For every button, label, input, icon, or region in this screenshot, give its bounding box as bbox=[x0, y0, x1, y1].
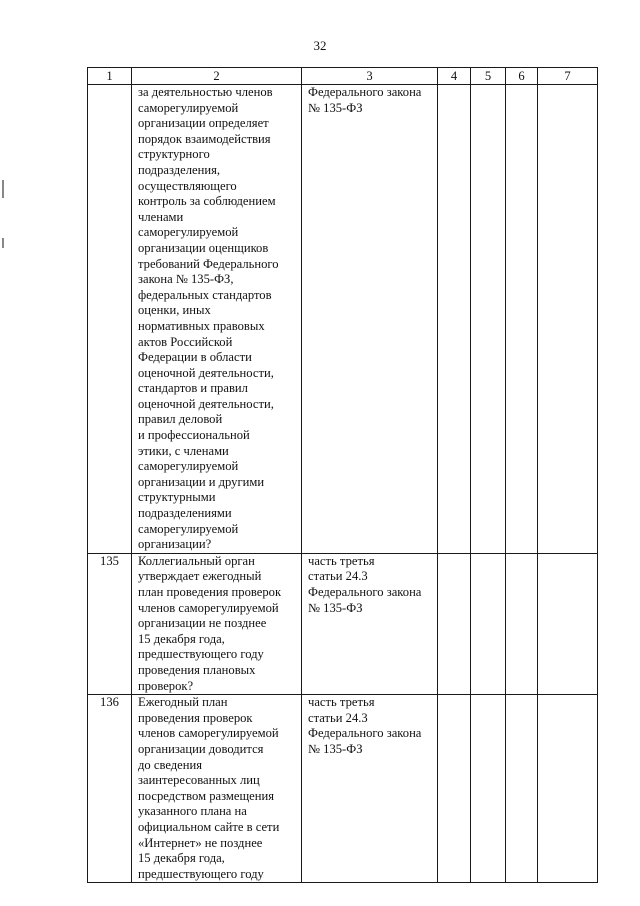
column-header: 5 bbox=[471, 68, 506, 85]
reference-cell: Федерального закона № 135-ФЗ bbox=[302, 85, 438, 554]
column-header: 2 bbox=[132, 68, 302, 85]
column-header: 7 bbox=[538, 68, 598, 85]
column-header: 3 bbox=[302, 68, 438, 85]
page-number: 32 bbox=[313, 38, 327, 53]
row-number: 136 bbox=[88, 695, 132, 883]
answer-cell bbox=[471, 85, 506, 554]
table-row bbox=[88, 553, 598, 694]
table-row bbox=[88, 85, 598, 554]
answer-cell bbox=[438, 85, 471, 554]
answer-cell bbox=[438, 695, 471, 883]
answer-cell bbox=[471, 695, 506, 883]
column-header: 1 bbox=[88, 68, 132, 85]
column-header: 4 bbox=[438, 68, 471, 85]
answer-cell bbox=[506, 553, 538, 694]
note-cell bbox=[538, 695, 598, 883]
answer-cell bbox=[438, 553, 471, 694]
answer-cell bbox=[506, 85, 538, 554]
note-cell bbox=[538, 85, 598, 554]
row-number: 135 bbox=[88, 553, 132, 694]
answer-cell bbox=[471, 553, 506, 694]
question-cell: Коллегиальный орган утверждает ежегодный план проведения проверок членов саморегулируемой организации не позднее 15 декабря года, предшествующего году проведения плановых проверок? bbox=[132, 553, 302, 694]
note-cell bbox=[538, 553, 598, 694]
answer-cell bbox=[506, 695, 538, 883]
reference-cell: часть третья статьи 24.3 Федерального закона № 135-ФЗ bbox=[302, 695, 438, 883]
table-row bbox=[88, 695, 598, 883]
table-header-row bbox=[88, 68, 598, 85]
reference-cell: часть третья статьи 24.3 Федерального закона № 135-ФЗ bbox=[302, 553, 438, 694]
row-number bbox=[88, 85, 132, 554]
column-header: 6 bbox=[506, 68, 538, 85]
question-cell: за деятельностью членов саморегулируемой организации определяет порядок взаимодействия структурного подразделения, осуществляющего контроль за соблюдением членами саморегулируемой организации оценщиков требований Федерального закона № 135-ФЗ, федеральных стандартов оценки, иных нормативных правовых актов Российской Федерации в области оценочной деятельности, стандартов и правил оценочной деятельности, правил деловой и профессиональной этики, с членами саморегулируемой организации и другими структурными подразделениями саморегулируемой организации? bbox=[132, 85, 302, 554]
scan-edge-mark bbox=[2, 238, 4, 248]
checklist-table bbox=[87, 67, 598, 883]
question-cell: Ежегодный план проведения проверок членов саморегулируемой организации доводится до сведения заинтересованных лиц посредством размещения указанного плана на официальном сайте в сети «Интернет» не позднее 15 декабря года, предшествующего году bbox=[132, 695, 302, 883]
scan-edge-mark bbox=[2, 180, 4, 198]
